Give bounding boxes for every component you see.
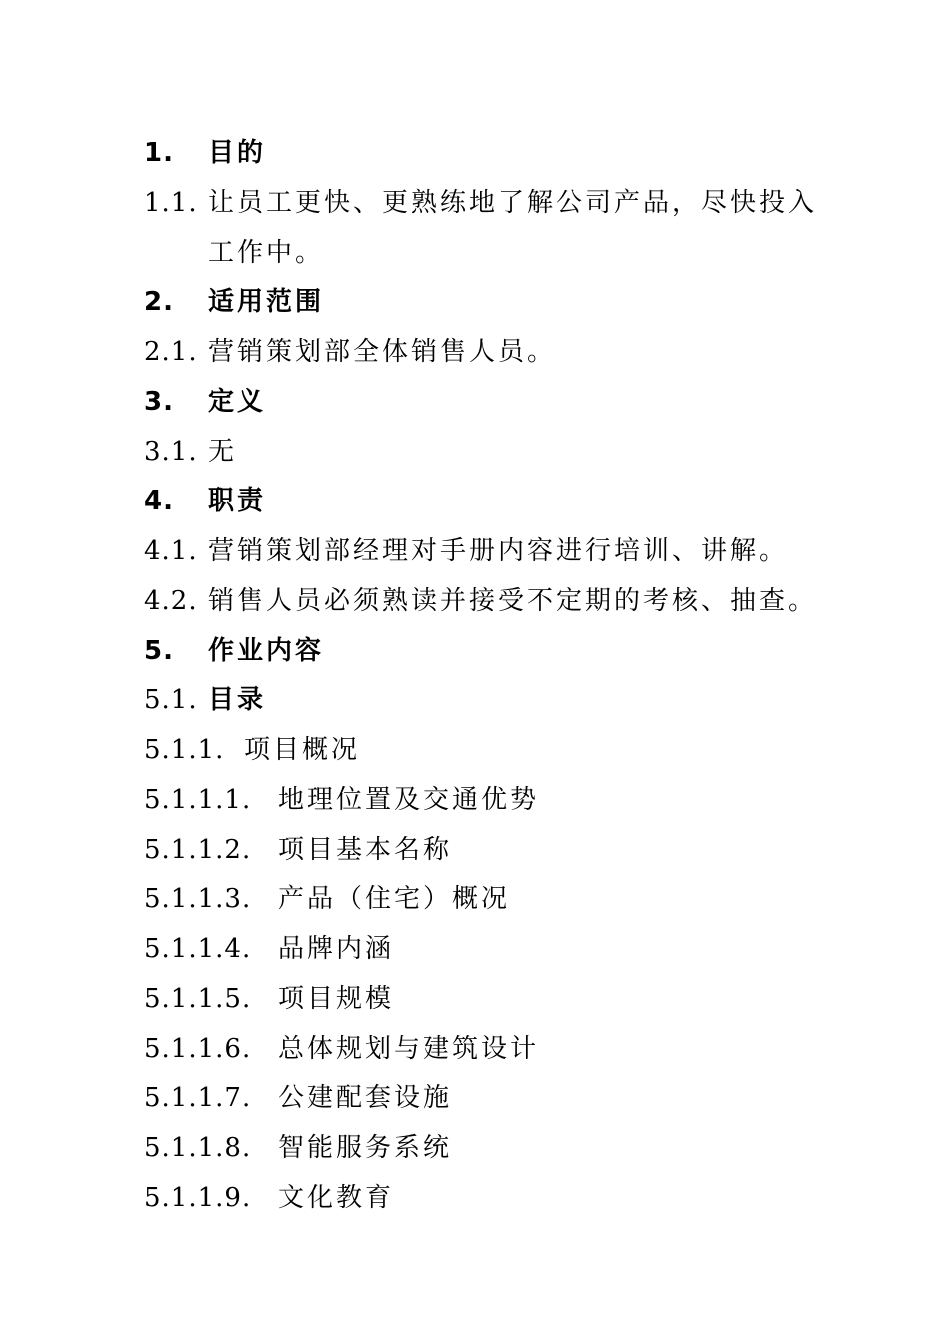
section-title: 适用范围 <box>208 287 325 317</box>
section-text: 让员工更快、更熟练地了解公司产品，尽快投入 <box>208 188 818 218</box>
section-text: 文化教育 <box>278 1183 395 1213</box>
toc-item <box>144 1029 539 1069</box>
section-text: 公建配套设施 <box>278 1083 453 1113</box>
section-title: 目的 <box>208 138 267 168</box>
section-number: 5.1.1.9. <box>144 1183 252 1213</box>
item-5-1-1 <box>144 730 360 770</box>
heading-scope <box>144 282 324 322</box>
heading-purpose <box>144 133 266 173</box>
section-number: 5.1.1.6. <box>144 1034 252 1064</box>
section-text: 项目概况 <box>244 735 361 765</box>
section-number: 2.1. <box>144 337 198 367</box>
item-5-1 <box>144 680 266 720</box>
section-number: 5.1. <box>144 685 198 715</box>
section-text: 地理位置及交通优势 <box>278 785 540 815</box>
section-number: 5.1.1.7. <box>144 1083 252 1113</box>
section-title: 定义 <box>208 387 267 417</box>
section-number: 1.1. <box>144 188 198 218</box>
section-text: 智能服务系统 <box>278 1133 453 1163</box>
section-number: 5.1.1.2. <box>144 835 252 865</box>
section-number: 3.1. <box>144 437 198 467</box>
section-title: 职责 <box>208 486 267 516</box>
item-1-1-continuation <box>208 233 324 273</box>
section-text: 产品（住宅）概况 <box>278 884 511 914</box>
heading-responsibility <box>144 481 266 521</box>
toc-item <box>144 929 394 969</box>
toc-item <box>144 979 394 1019</box>
section-text: 营销策划部经理对手册内容进行培训、讲解。 <box>208 536 789 566</box>
toc-item <box>144 1178 394 1218</box>
section-number: 5.1.1. <box>144 735 225 765</box>
item-2-1 <box>144 332 556 372</box>
section-number: 5.1.1.3. <box>144 884 252 914</box>
section-number: 5.1.1.8. <box>144 1133 252 1163</box>
section-number: 5.1.1.4. <box>144 934 252 964</box>
section-number: 3. <box>144 387 174 417</box>
section-text: 品牌内涵 <box>278 934 395 964</box>
section-number: 5. <box>144 636 174 666</box>
section-number: 1. <box>144 138 174 168</box>
section-text: 销售人员必须熟读并接受不定期的考核、抽查。 <box>208 586 818 616</box>
item-4-2 <box>144 581 817 621</box>
section-text: 无 <box>208 437 238 467</box>
toc-item <box>144 830 452 870</box>
heading-work-content <box>144 631 324 671</box>
heading-definition <box>144 382 266 422</box>
section-text: 营销策划部全体销售人员。 <box>208 337 557 367</box>
section-number: 4.2. <box>144 586 198 616</box>
item-4-1 <box>144 531 788 571</box>
item-1-1 <box>144 183 817 223</box>
section-number: 2. <box>144 287 174 317</box>
toc-item <box>144 1128 452 1168</box>
toc-item <box>144 1078 452 1118</box>
section-text: 项目规模 <box>278 984 395 1014</box>
section-text: 总体规划与建筑设计 <box>278 1034 540 1064</box>
toc-item <box>144 780 539 820</box>
section-number: 4.1. <box>144 536 198 566</box>
section-title: 目录 <box>208 685 267 715</box>
section-title: 作业内容 <box>208 636 325 666</box>
toc-item <box>144 879 510 919</box>
item-3-1 <box>144 432 237 472</box>
section-text: 项目基本名称 <box>278 835 453 865</box>
section-number: 4. <box>144 486 174 516</box>
section-text-continued: 工作中。 <box>208 238 325 268</box>
section-number: 5.1.1.1. <box>144 785 252 815</box>
section-number: 5.1.1.5. <box>144 984 252 1014</box>
